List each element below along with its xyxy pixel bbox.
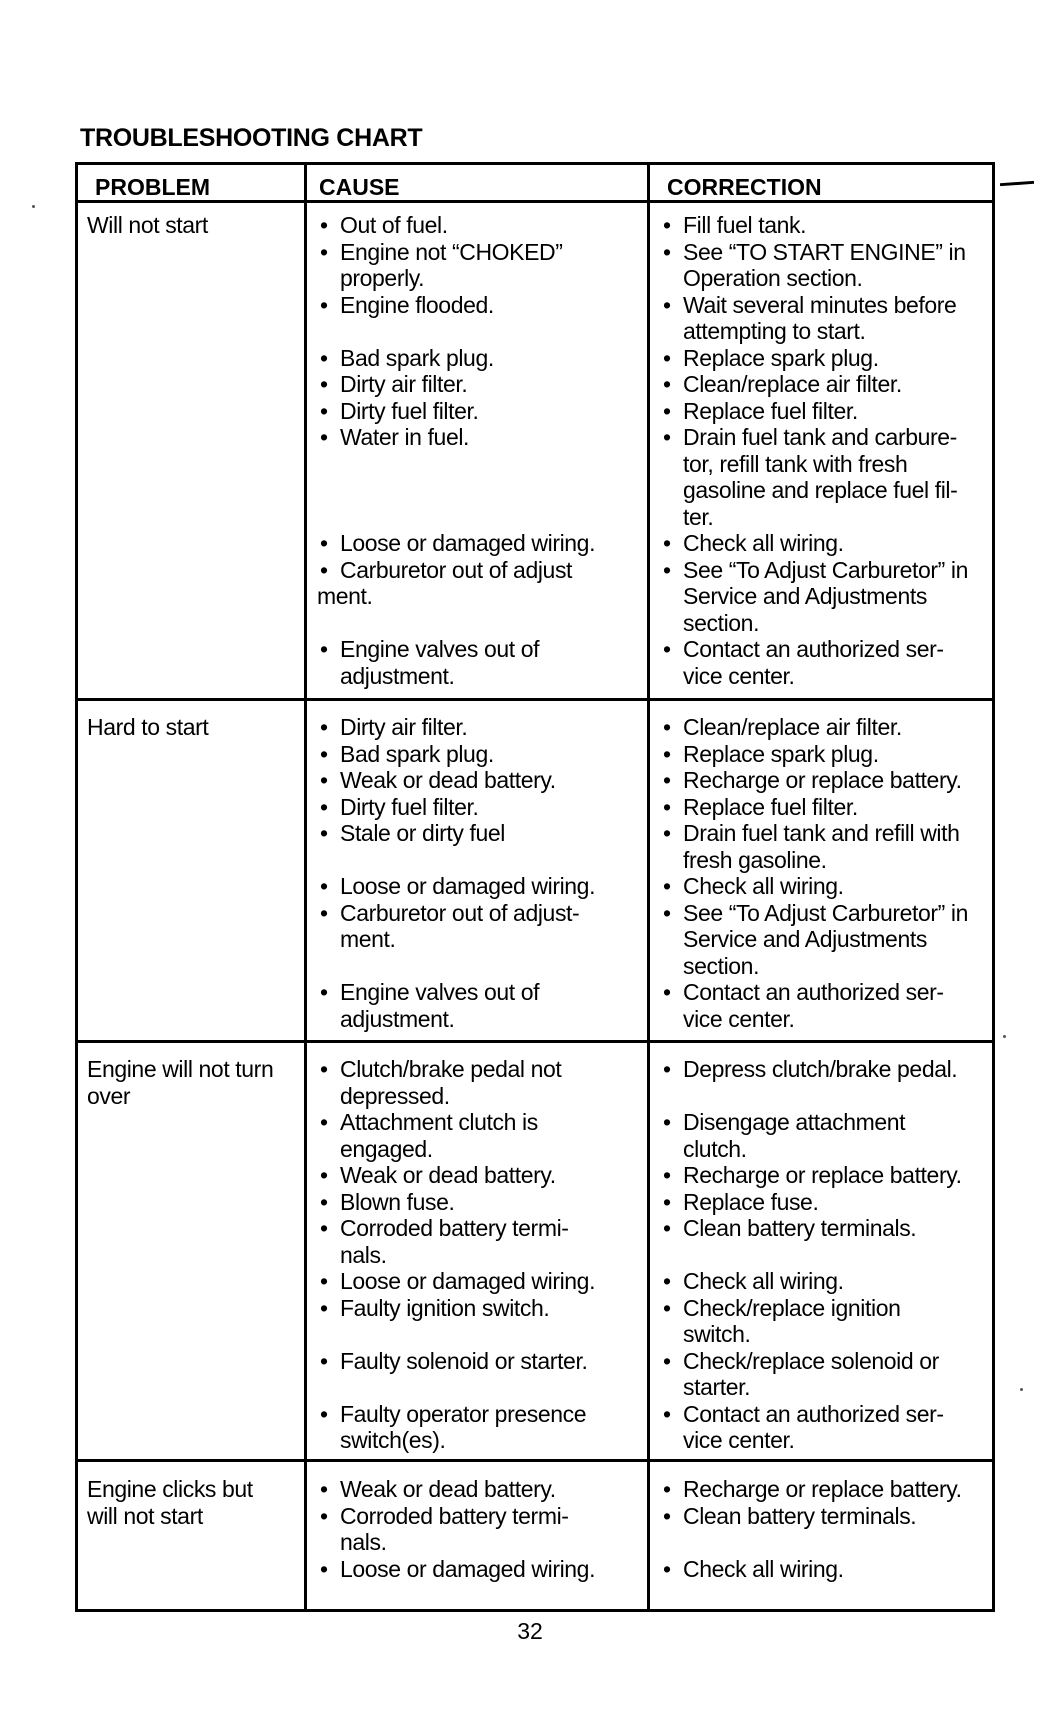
scan-speck bbox=[1020, 1388, 1023, 1391]
list-item: • Replace spark plug. bbox=[660, 345, 985, 372]
list-item: • Engine flooded. bbox=[317, 292, 637, 319]
list-item: • Wait several minutes before attempting to start. bbox=[660, 292, 985, 345]
header-underline bbox=[75, 200, 995, 203]
cause-cell bbox=[317, 1476, 637, 1582]
list-item: • Faulty ignition switch. bbox=[317, 1295, 637, 1322]
list-item: • Bad spark plug. bbox=[317, 345, 637, 372]
problem-cell: Engine clicks but will not start bbox=[87, 1476, 253, 1529]
header-correction: CORRECTION bbox=[667, 174, 822, 200]
list-item: • Attachment clutch is engaged. bbox=[317, 1109, 580, 1162]
list-item: • Replace fuel filter. bbox=[660, 398, 985, 425]
list-item: • Clean/replace air filter. bbox=[660, 714, 985, 741]
list-item: • Stale or dirty fuel bbox=[317, 820, 637, 847]
list-item: • Recharge or replace battery. bbox=[660, 1476, 985, 1503]
list-item: • Engine valves out of adjustment. bbox=[317, 636, 637, 689]
list-item: • Loose or damaged wiring. bbox=[317, 530, 637, 557]
list-item: • Replace fuel filter. bbox=[660, 794, 985, 821]
list-item: • Dirty air filter. bbox=[317, 371, 637, 398]
list-item: • Contact an authorized ser- vice center. bbox=[660, 636, 985, 689]
list-item: • Corroded battery termi- nals. bbox=[317, 1215, 590, 1268]
list-item: • Out of fuel. bbox=[317, 212, 637, 239]
table-border-right bbox=[992, 162, 995, 1612]
row-divider-2 bbox=[75, 1040, 995, 1043]
list-item: • Clean battery terminals. bbox=[660, 1215, 985, 1242]
table-divider-cause bbox=[304, 162, 307, 1612]
list-item: • Dirty fuel filter. bbox=[317, 794, 637, 821]
list-item: • Fill fuel tank. bbox=[660, 212, 985, 239]
row-divider-3 bbox=[75, 1459, 995, 1462]
correction-cell bbox=[660, 1476, 985, 1582]
list-item: • Loose or damaged wiring. bbox=[317, 1556, 637, 1583]
list-item: • Check all wiring. bbox=[660, 530, 985, 557]
scan-speck bbox=[1003, 1035, 1006, 1038]
list-item: • Disengage attachment clutch. bbox=[660, 1109, 933, 1162]
list-item: • Loose or damaged wiring. bbox=[317, 873, 637, 900]
list-item: • Corroded battery termi- nals. bbox=[317, 1503, 590, 1556]
list-item: • Weak or dead battery. bbox=[317, 767, 637, 794]
list-item: • Clean/replace air filter. bbox=[660, 371, 985, 398]
list-item: • Clean battery terminals. bbox=[660, 1503, 985, 1530]
scan-speck bbox=[32, 205, 35, 208]
list-item: • Faulty solenoid or starter. bbox=[317, 1348, 637, 1375]
list-item: • Engine valves out of adjustment. bbox=[317, 979, 637, 1032]
chart-title: TROUBLESHOOTING CHART bbox=[80, 124, 423, 152]
list-item: • Check/replace solenoid or starter. bbox=[660, 1348, 973, 1401]
page-number: 32 bbox=[517, 1618, 543, 1644]
list-item: • Replace fuse. bbox=[660, 1189, 985, 1216]
troubleshooting-table bbox=[75, 162, 995, 1612]
list-item: ment. bbox=[317, 583, 373, 609]
list-item: • Carburetor out of adjust bbox=[317, 557, 637, 584]
list-item: • Check all wiring. bbox=[660, 1556, 985, 1583]
pen-mark bbox=[1000, 181, 1034, 186]
table-border-top bbox=[75, 162, 995, 165]
problem-cell: Will not start bbox=[87, 212, 208, 238]
correction-cell bbox=[660, 212, 985, 689]
header-problem: PROBLEM bbox=[95, 174, 210, 200]
list-item: • Weak or dead battery. bbox=[317, 1476, 637, 1503]
list-item: • Depress clutch/brake pedal. bbox=[660, 1056, 985, 1083]
problem-cell: Engine will not turn over bbox=[87, 1056, 274, 1109]
list-item: • Check all wiring. bbox=[660, 873, 985, 900]
list-item: • Recharge or replace battery. bbox=[660, 1162, 985, 1189]
table-border-left bbox=[75, 162, 78, 1612]
list-item: • Drain fuel tank and carbure- tor, refill tank with fresh gasoline and replace fuel fil- ter. bbox=[660, 424, 985, 530]
correction-cell bbox=[660, 1056, 985, 1454]
list-item: • Blown fuse. bbox=[317, 1189, 637, 1216]
list-item: • Dirty fuel filter. bbox=[317, 398, 637, 425]
correction-cell bbox=[660, 714, 985, 1032]
list-item: • See “To Adjust Carburetor” in Service and Adjustments section. bbox=[660, 557, 985, 637]
list-item: • Faulty operator presence switch(es). bbox=[317, 1401, 620, 1454]
list-item: • Contact an authorized ser- vice center. bbox=[660, 979, 985, 1032]
table-divider-correction bbox=[647, 162, 650, 1612]
problem-cell: Hard to start bbox=[87, 714, 209, 740]
cause-cell bbox=[317, 212, 637, 689]
list-item: • Carburetor out of adjust- ment. bbox=[317, 900, 590, 953]
header-cause: CAUSE bbox=[319, 174, 400, 200]
list-item: • Weak or dead battery. bbox=[317, 1162, 637, 1189]
list-item: • See “To Adjust Carburetor” in Service and Adjustments section. bbox=[660, 900, 985, 980]
list-item: • Check/replace ignition switch. bbox=[660, 1295, 933, 1348]
list-item: • Loose or damaged wiring. bbox=[317, 1268, 637, 1295]
list-item: • Recharge or replace battery. bbox=[660, 767, 985, 794]
row-divider-1 bbox=[75, 698, 995, 701]
list-item: • Replace spark plug. bbox=[660, 741, 985, 768]
list-item: • Drain fuel tank and refill with fresh gasoline. bbox=[660, 820, 985, 873]
list-item: • Contact an authorized ser- vice center. bbox=[660, 1401, 985, 1454]
table-border-bottom bbox=[75, 1609, 995, 1612]
list-item: • Engine not “CHOKED” properly. bbox=[317, 239, 637, 292]
list-item: • Dirty air filter. bbox=[317, 714, 637, 741]
list-item: • Water in fuel. bbox=[317, 424, 637, 451]
list-item: • Bad spark plug. bbox=[317, 741, 637, 768]
list-item: • Clutch/brake pedal not depressed. bbox=[317, 1056, 590, 1109]
list-item: • Check all wiring. bbox=[660, 1268, 985, 1295]
list-item: • See “TO START ENGINE” in Operation section. bbox=[660, 239, 985, 292]
cause-cell bbox=[317, 1056, 637, 1454]
cause-cell bbox=[317, 714, 637, 1032]
